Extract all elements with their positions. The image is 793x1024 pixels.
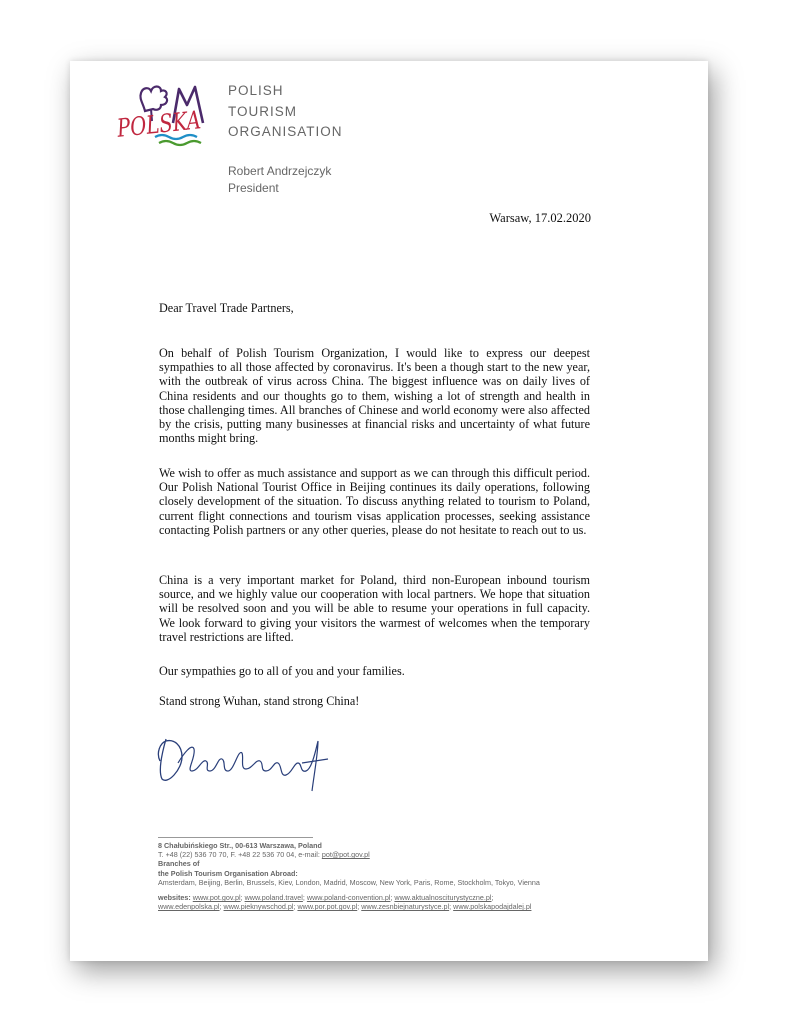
org-line-2: TOURISM [228,103,298,119]
org-line-3: ORGANISATION [228,124,343,139]
greeting: Dear Travel Trade Partners, [159,301,294,315]
website-link[interactable]: www.zesnbiejnaturystyce.pl [361,902,450,912]
paragraph-3: China is a very important market for Poland, third non-European inbound tourism source, and we highly value our cooperation with local partners. We hope that situation will be resolved soon and you will be able to resume your operations in full capacity. We look forward to giving your visitors the warmest of welcomes when the temporary travel restrictions are lifted. [159,573,590,644]
footer-contact [158,850,628,859]
polska-logo [115,81,225,151]
president-name: Robert Andrzejczyk [228,164,332,178]
website-link[interactable]: www.por.pot.gov.pl [297,902,358,912]
paragraph-5: Stand strong Wuhan, stand strong China! [159,694,360,708]
footer-branches-list: Amsterdam, Beijing, Berlin, Brussels, Kiev, London, Madrid, Moscow, New York, Paris, Rome, Stockholm, Tokyo, Vienna [158,877,540,887]
footer-websites-line-1: websites: www.pot.gov.pl; www.poland.travel; www.poland-convention.pl; www.aktualnosciturystyczne.pl; [158,893,494,903]
footer-websites-label: websites: [158,893,191,903]
letter-footer [158,841,628,911]
footer-phone: T. +48 (22) 536 70 70, F. +48 22 536 70 04, e-mail: [158,850,320,860]
website-link[interactable]: www.aktualnosciturystyczne.pl [394,893,492,903]
president-title: President [228,181,279,195]
website-link[interactable]: www.poland.travel [244,893,303,903]
letter-page [70,61,708,961]
website-link[interactable]: www.pot.gov.pl [192,893,241,903]
footer-websites-line-2: www.edenpolska.pl; www.pieknywschod.pl; www.por.pot.gov.pl; www.zesnbiejnaturystyce.pl; www.polskapodajdalej.pl [158,902,532,912]
website-link[interactable]: www.poland-convention.pl [306,893,391,903]
paragraph-2: We wish to offer as much assistance and support as we can through this difficult period. Our Polish National Tourist Office in Beijing continues its daily operations, following closely development of the situation. To discuss anything related to tourism to Poland, current flight connections and tourism visas application processes, seeking assistance contacting Polish partners or any other queries, please do not hesitate to reach out to us. [159,466,590,537]
footer-address: 8 Chałubińskiego Str., 00-613 Warszawa, Poland [158,841,322,850]
website-link[interactable]: www.pieknywschod.pl [223,902,294,912]
paragraph-4: Our sympathies go to all of you and your families. [159,664,405,678]
footer-branches-title-2: the Polish Tourism Organisation Abroad: [158,868,298,878]
footer-branches-title-1: Branches of [158,859,200,869]
sender-block [228,163,331,197]
website-link[interactable]: www.polskapodajdalej.pl [453,902,532,912]
handwritten-signature [152,719,352,797]
logo-wordmark: POLSKA [115,102,225,143]
paragraph-1: On behalf of Polish Tourism Organization, I would like to express our deepest sympathies to all those affected by coronavirus. It's been a though start to the new year, with the outbreak of virus across China. The biggest influence was on daily lives of China residents and our thoughts go to them, wishing a lot of strength and health in those challenging times. All branches of Chinese and world economy were also affected by the crisis, putting many businesses at financial risks and uncertainty of what future months might bring. [159,346,590,446]
website-link[interactable]: www.edenpolska.pl [158,902,220,912]
footer-divider [158,837,313,838]
org-name [228,81,343,143]
footer-email-link[interactable]: pot@pot.gov.pl [321,850,370,860]
org-line-1: POLISH [228,83,284,98]
letter-date: Warsaw, 17.02.2020 [489,211,591,225]
